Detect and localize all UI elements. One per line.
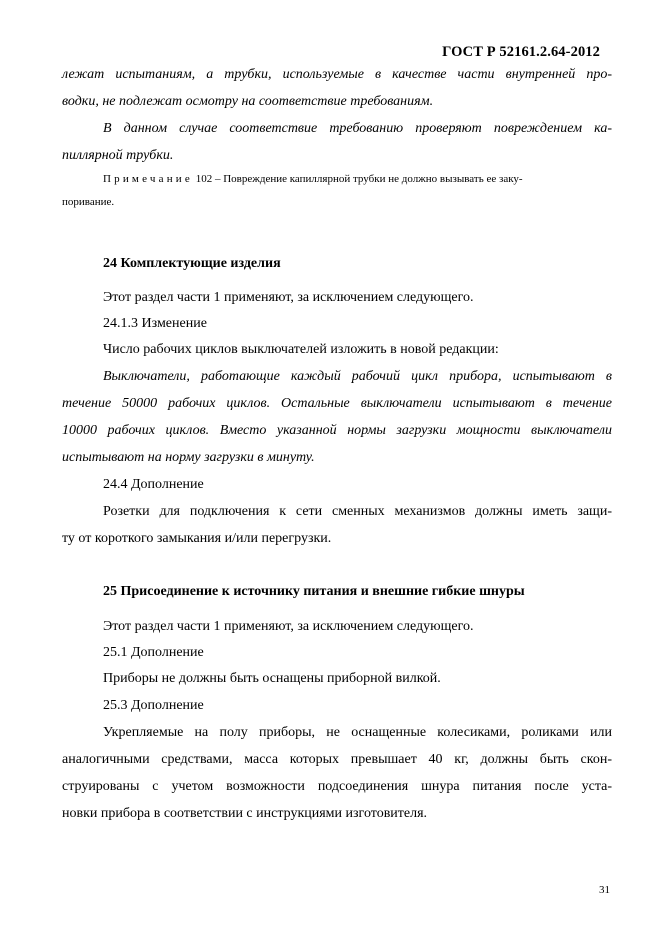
paragraph-line: Приборы не должны быть оснащены приборной вилкой. [103,671,441,686]
paragraph-line: лежат испытаниям, а трубки, используемые в качестве части внутренней про- [62,67,612,82]
paragraph-line: водки, не подлежат осмотру на соответствие требованиям. [62,94,434,109]
paragraph-line: пиллярной трубки. [62,148,174,163]
paragraph-line: Розетки для подключения к сети сменных механизмов должны иметь защи- [103,504,612,519]
note-line: поривание. [62,196,115,208]
note-line [103,172,612,186]
paragraph-line: новки прибора в соответствии с инструкциями изготовителя. [62,806,428,821]
subsection-label: 25.3 Дополнение [103,698,204,713]
paragraph-line: ту от короткого замыкания и/или перегрузки. [62,531,332,546]
paragraph-line: Этот раздел части 1 применяют, за исключением следующего. [103,619,474,634]
section-heading: 25 Присоединение к источнику питания и внешние гибкие шнуры [103,584,525,599]
subsection-label: 24.1.3 Изменение [103,316,207,331]
standard-header: ГОСТ Р 52161.2.64-2012 [442,44,600,60]
paragraph-line: аналогичными средствами, масса которых превышает 40 кг, должны быть скон- [62,752,612,767]
paragraph-line: Выключатели, работающие каждый рабочий цикл прибора, испытывают в [103,369,612,384]
paragraph-line: Число рабочих циклов выключателей изложить в новой редакции: [103,342,499,357]
paragraph-line: струированы с учетом возможности подсоединения шнура питания после уста- [62,779,612,794]
paragraph-line: испытывают на норму загрузки в минуту. [62,450,315,465]
paragraph-line: В данном случае соответствие требованию проверяют повреждением ка- [103,121,612,136]
note-label: Примечание [103,173,193,185]
paragraph-line: Этот раздел части 1 применяют, за исключением следующего. [103,290,474,305]
section-heading: 24 Комплектующие изделия [103,256,281,271]
paragraph-line: течение 50000 рабочих циклов. Остальные выключатели испытывают в течение [62,396,612,411]
paragraph-line: Укрепляемые на полу приборы, не оснащенные колесиками, роликами или [103,725,612,740]
subsection-label: 24.4 Дополнение [103,477,204,492]
note-text: 102 – Повреждение капиллярной трубки не должно вызывать ее заку- [192,173,523,185]
paragraph-line: 10000 рабочих циклов. Вместо указанной нормы загрузки мощности выключатели [62,423,612,438]
page-number: 31 [599,884,610,896]
subsection-label: 25.1 Дополнение [103,645,204,660]
